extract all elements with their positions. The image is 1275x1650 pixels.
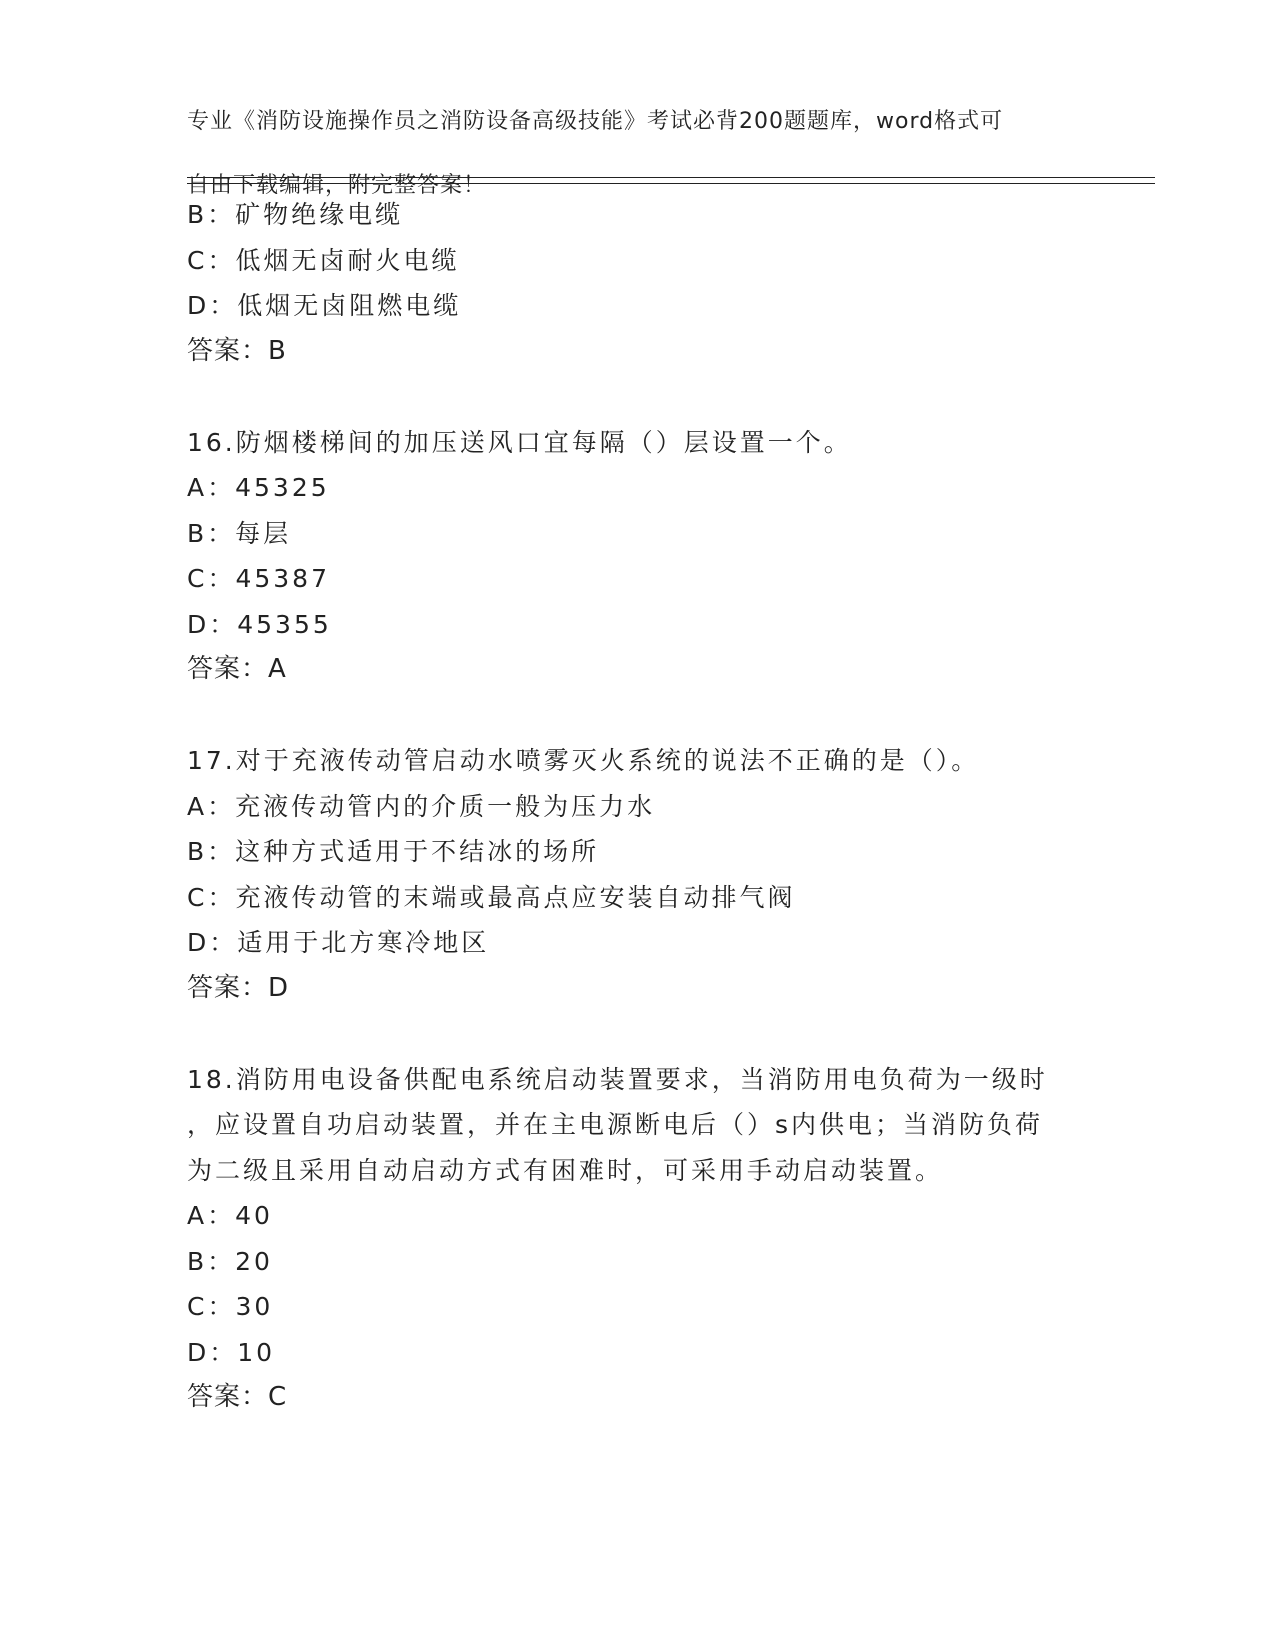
question-stem-line-1: 18.消防用电设备供配电系统启动装置要求，当消防用电负荷为一级时 (187, 1064, 1048, 1094)
answer-line: 答案：A (187, 654, 287, 684)
option-a: A：45325 (187, 473, 330, 502)
header-rule-top (187, 177, 1155, 178)
question-15-tail (187, 192, 1087, 374)
question-16 (187, 420, 1087, 693)
question-stem-line-2: ，应设置自功启动装置，并在主电源断电后（）s内供电；当消防负荷 (187, 1110, 1044, 1139)
option-a: A：充液传动管内的介质一般为压力水 (187, 791, 656, 821)
question-stem-line-3: 为二级且采用自动启动方式有困难时，可采用手动启动装置。 (187, 1155, 944, 1185)
answer-line: 答案：C (187, 1382, 288, 1412)
option-d: D：45355 (187, 609, 332, 639)
option-c: C：充液传动管的末端或最高点应安装自动排气阀 (187, 882, 796, 912)
option-d: D：适用于北方寒冷地区 (187, 928, 490, 957)
option-b: B：每层 (187, 518, 292, 548)
answer-line: 答案：D (187, 972, 290, 1003)
header-line-2: 自由下载编辑，附完整答案！ (187, 173, 487, 198)
question-17 (187, 738, 1087, 1011)
question-spacer (187, 693, 1087, 739)
option-c: C：30 (187, 1292, 274, 1321)
question-spacer (187, 374, 1087, 420)
question-list (187, 192, 1087, 1421)
header-rule-bottom (187, 183, 1155, 184)
question-stem: 16.防烟楼梯间的加压送风口宜每隔（）层设置一个。 (187, 427, 852, 457)
option-b: B：这种方式适用于不结冰的场所 (187, 837, 600, 866)
answer-line: 答案：B (187, 335, 287, 366)
question-stem: 17.对于充液传动管启动水喷雾灭火系统的说法不正确的是（）。 (187, 746, 980, 775)
option-d: D：低烟无卤阻燃电缆 (187, 291, 462, 320)
question-18 (187, 1057, 1087, 1421)
question-spacer (187, 1011, 1087, 1057)
option-c: C：低烟无卤耐火电缆 (187, 245, 460, 275)
option-b: B：矿物绝缘电缆 (187, 200, 404, 229)
option-c: C：45387 (187, 564, 330, 593)
header-line-1: 专业《消防设施操作员之消防设备高级技能》考试必背200题题库，word格式可 (187, 109, 1004, 134)
option-a: A：40 (187, 1201, 273, 1230)
option-d: D：10 (187, 1337, 276, 1367)
option-b: B：20 (187, 1246, 273, 1276)
